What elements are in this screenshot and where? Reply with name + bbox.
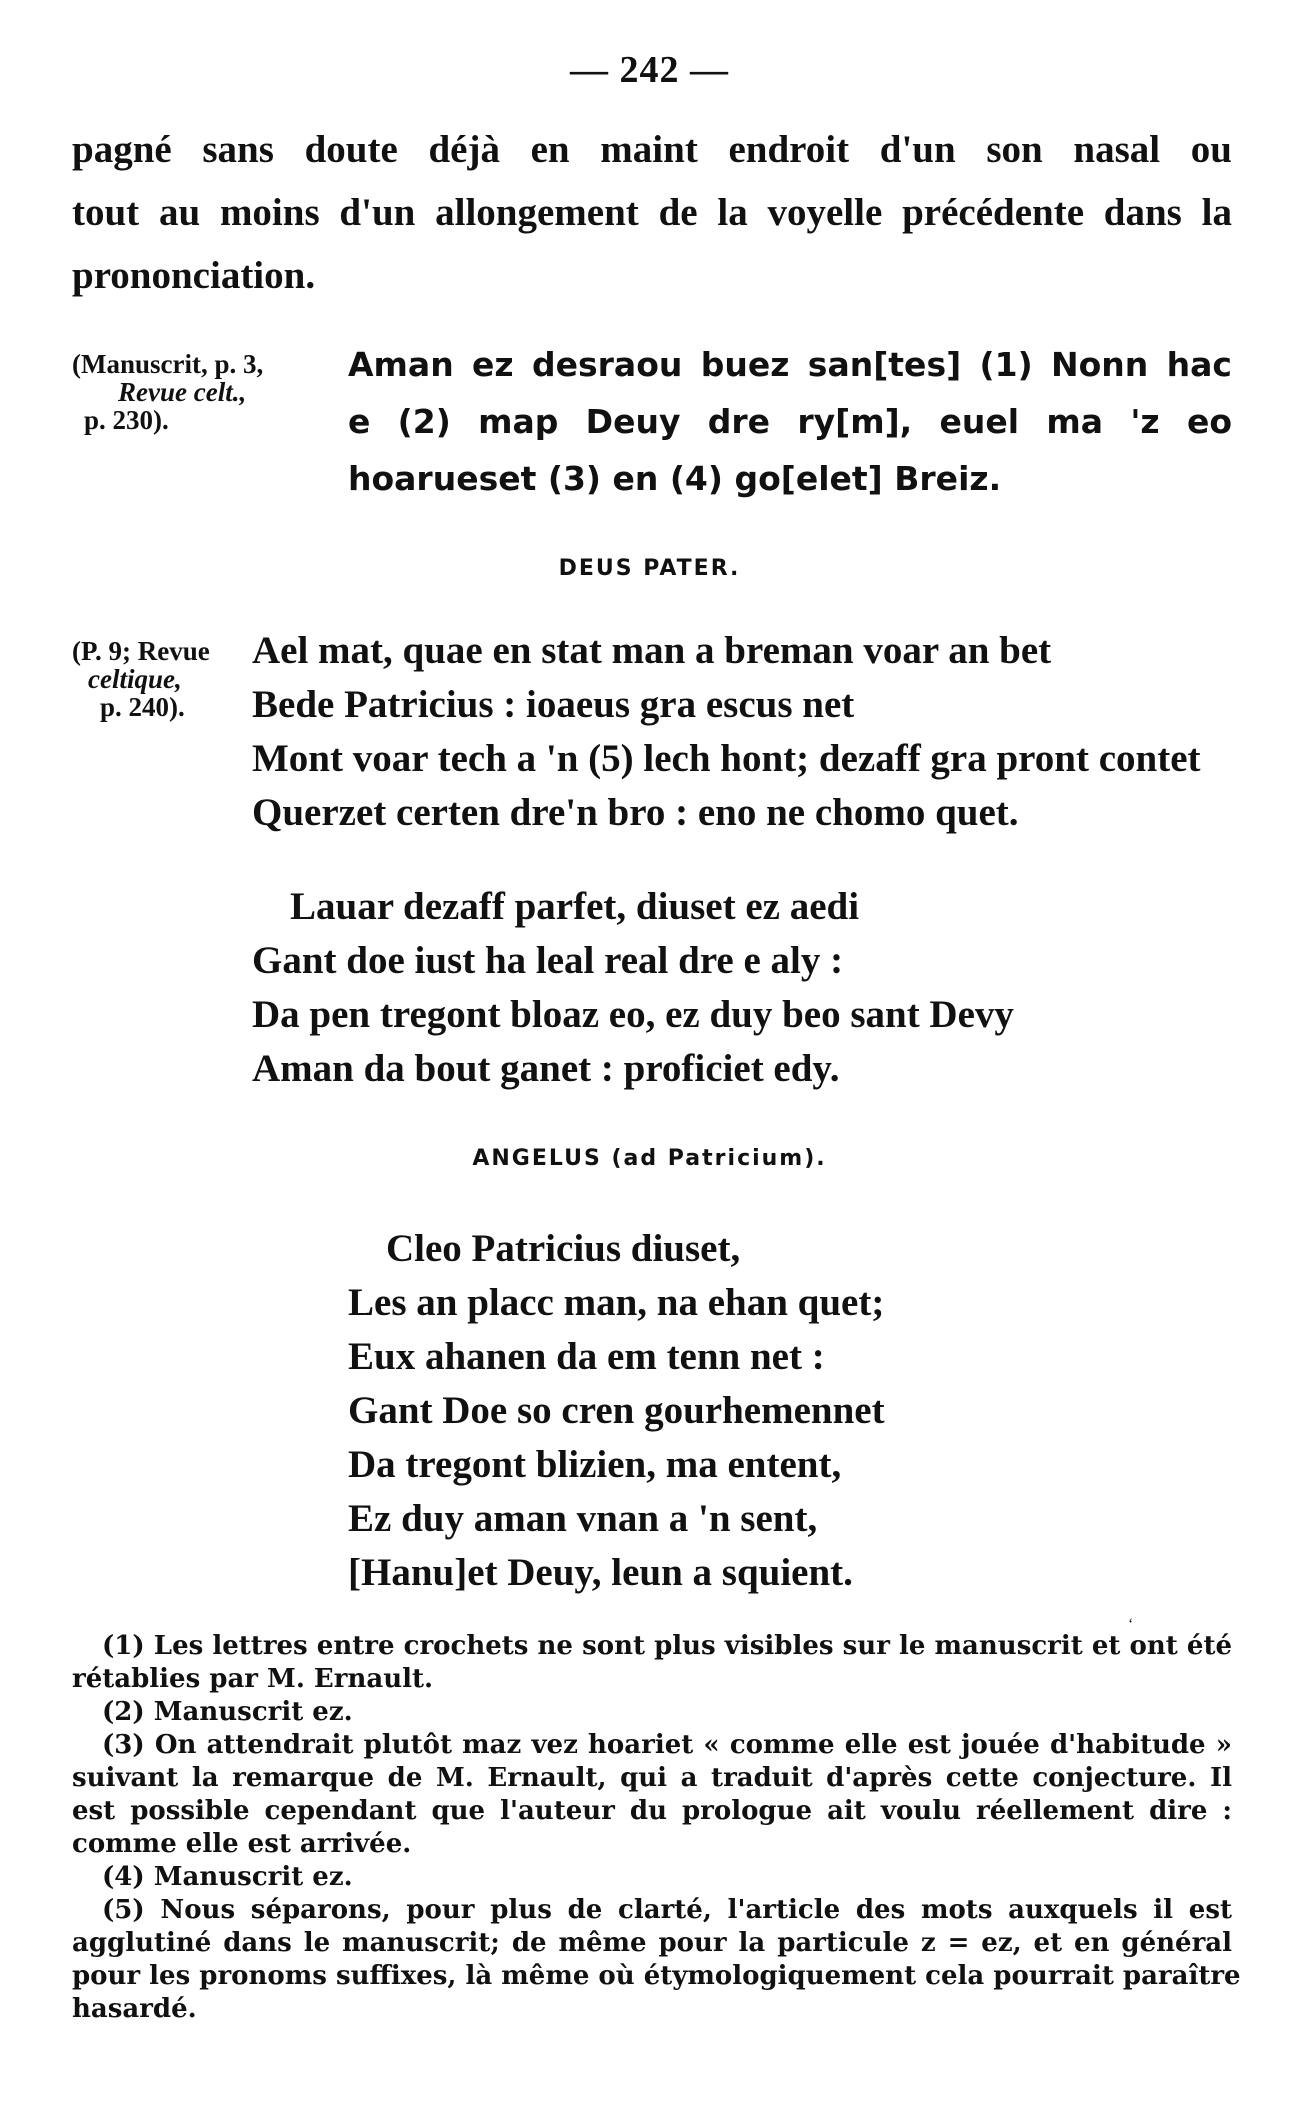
verse-line: [Hanu]et Deuy, leun a squient. — [348, 1551, 853, 1594]
angelus-verse — [348, 1222, 885, 1600]
footnotes — [72, 1630, 1241, 2026]
verse-line: Cleo Patricius diuset, — [386, 1227, 741, 1270]
verse-line: Ez duy aman vnan a 'n sent, — [348, 1497, 818, 1540]
verse-line: Bede Patricius : ioaeus gra escus net — [252, 683, 855, 726]
verse-line: Mont voar tech a 'n (5) lech hont; dezaff gra pront contet — [252, 737, 1201, 780]
prologue-line: hoarueset (3) en (4) go[elet] Breiz. — [348, 459, 1002, 498]
side-note-line: p. 230). — [84, 405, 169, 435]
intro-paragraph — [72, 118, 1232, 307]
side-note-line: (Manuscrit, p. 3, — [72, 349, 264, 379]
footnote-line: (4) Manuscrit ez. — [102, 1862, 353, 1892]
footnote-line: (3) On attendrait plutôt maz vez hoariet « comme elle est jouée d'habitude » — [102, 1730, 1232, 1760]
stray-mark: ‘ — [1128, 1616, 1134, 1633]
footnote-5 — [72, 1894, 1241, 2026]
footnote-line: (5) Nous séparons, pour plus de clarté, l'article des mots auxquels il est — [102, 1895, 1232, 1925]
intro-line: prononciation. — [72, 254, 316, 297]
verse-line: Gant doe iust ha leal real dre e aly : — [252, 939, 844, 982]
footnote-line: hasardé. — [72, 1994, 197, 2024]
side-note-line: (P. 9; Revue — [72, 636, 210, 666]
footnote-line: pour les pronoms suffixes, là même où étymologiquement cela pourrait paraître — [72, 1961, 1241, 1991]
side-note-line: celtique, — [88, 664, 182, 694]
footnote-3 — [72, 1729, 1232, 1861]
footnote-line: agglutiné dans le manuscrit; de même pour la particule z = ez, et en général — [72, 1928, 1232, 1958]
footnote-line: est possible cependant que l'auteur du prologue ait voulu réellement dire : — [72, 1796, 1232, 1826]
side-note-line: p. 240). — [100, 692, 185, 722]
footnote-1 — [72, 1630, 1232, 1696]
side-note-line: Revue celt., — [118, 377, 247, 407]
prologue-text — [348, 336, 1232, 507]
footnote-line: (1) Les lettres entre crochets ne sont plus visibles sur le manuscrit et ont été — [102, 1631, 1232, 1661]
verse-line: Da tregont blizien, ma entent, — [348, 1443, 842, 1486]
section-heading-angelus: ANGELUS (ad Patricium). — [472, 1146, 827, 1171]
verse-line: Les an placc man, na ehan quet; — [348, 1281, 885, 1324]
footnote-line: comme elle est arrivée. — [72, 1829, 412, 1859]
intro-line: tout au moins d'un allongement de la voyelle précédente dans la — [72, 191, 1232, 234]
page-number: — 242 — — [570, 49, 729, 91]
verse-line: Eux ahanen da em tenn net : — [348, 1335, 825, 1378]
prologue-line: Aman ez desraou buez san[tes] (1) Nonn hac — [348, 345, 1232, 384]
intro-line: pagné sans doute déjà en maint endroit d'un son nasal ou — [72, 128, 1232, 171]
deus-pater-stanza-1 — [252, 624, 1201, 840]
footnote-4 — [72, 1861, 1232, 1894]
prologue-side-note — [72, 350, 312, 434]
verse-line: Da pen tregont bloaz eo, ez duy beo sant Devy — [252, 993, 1014, 1036]
prologue-line: e (2) map Deuy dre ry[m], euel ma 'z eo — [348, 402, 1232, 441]
section-heading-deus-pater: DEUS PATER. — [558, 556, 741, 581]
verse-line: Lauar dezaff parfet, diuset ez aedi — [290, 885, 860, 928]
verse-line: Ael mat, quae en stat man a breman voar an bet — [252, 629, 1052, 672]
footnote-2 — [72, 1696, 1232, 1729]
deus-pater-side-note — [72, 637, 272, 721]
verse-line: Gant Doe so cren gourhemennet — [348, 1389, 885, 1432]
deus-pater-stanza-2 — [252, 880, 1014, 1096]
footnote-line: suivant la remarque de M. Ernault, qui a traduit d'après cette conjecture. Il — [72, 1763, 1232, 1793]
footnote-line: (2) Manuscrit ez. — [102, 1697, 353, 1727]
verse-line: Aman da bout ganet : proficiet edy. — [252, 1047, 840, 1090]
verse-line: Querzet certen dre'n bro : eno ne chomo quet. — [252, 791, 1019, 834]
footnote-line: rétablies par M. Ernault. — [72, 1664, 434, 1694]
